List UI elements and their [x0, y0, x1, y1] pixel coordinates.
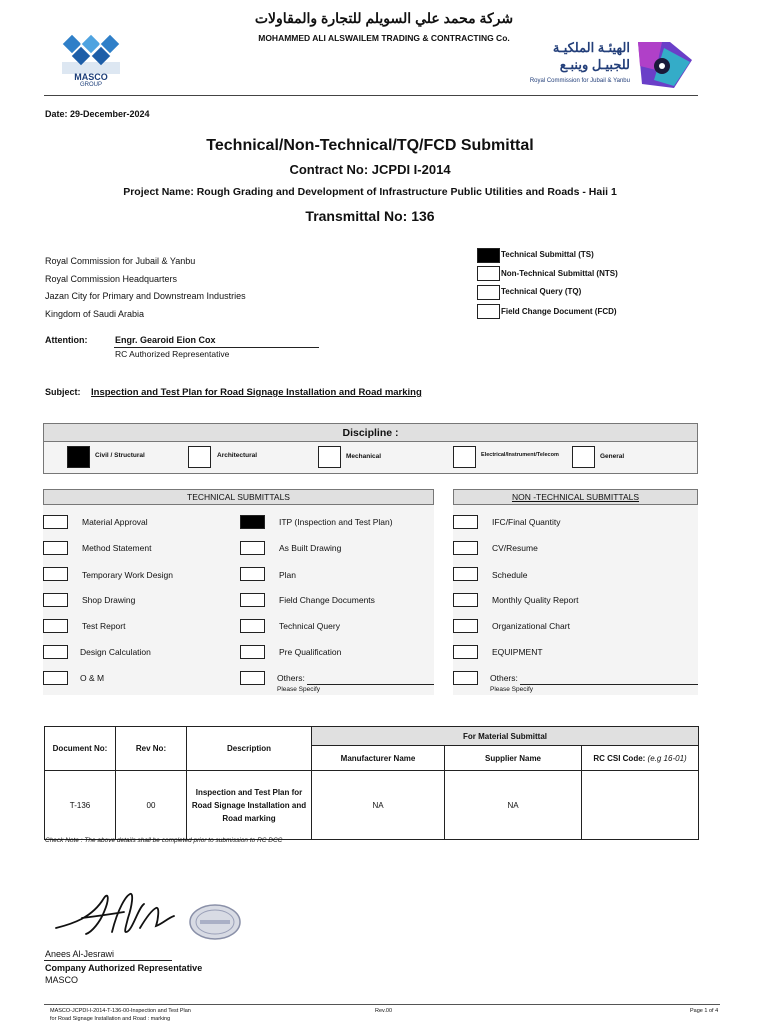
- label-method-statement: Method Statement: [82, 543, 152, 553]
- label-material-approval: Material Approval: [82, 517, 148, 527]
- rc-csi-code-label: RC CSI Code:: [593, 753, 648, 763]
- header-manufacturer-name: Manufacturer Name: [312, 746, 445, 771]
- transmittal-number: Transmittal No: 136: [305, 208, 435, 224]
- checkbox-schedule[interactable]: [453, 567, 478, 581]
- label-schedule: Schedule: [492, 570, 528, 580]
- rc-logo: [496, 40, 696, 92]
- checkbox-organizational-chart[interactable]: [453, 619, 478, 633]
- checkbox-mechanical[interactable]: [318, 446, 341, 468]
- checkbox-pre-qualification[interactable]: [240, 645, 265, 659]
- checkbox-o-and-m[interactable]: [43, 671, 68, 685]
- rc-logo-english: Royal Commission for Jubail & Yanbu: [529, 78, 630, 84]
- checkbox-technical-others[interactable]: [240, 671, 265, 685]
- checkbox-temporary-work-design[interactable]: [43, 567, 68, 581]
- subject-value: Inspection and Test Plan for Road Signage Installation and Road marking: [91, 387, 422, 398]
- header-description: Description: [187, 727, 312, 771]
- checkbox-equipment[interactable]: [453, 645, 478, 659]
- header-divider: [44, 95, 698, 96]
- date: Date: 29-December-2024: [45, 109, 150, 119]
- signatory-company: MASCO: [45, 975, 79, 985]
- checkbox-general[interactable]: [572, 446, 595, 468]
- label-field-change-document: Field Change Document (FCD): [501, 307, 617, 316]
- check-note: Check Note : The above details shall be completed prior to submission to RC DCC: [45, 837, 283, 844]
- address-block: [45, 253, 246, 323]
- attention-name: Engr. Gearoid Eion Cox: [115, 335, 216, 345]
- checkbox-ifc-final-quantity[interactable]: [453, 515, 478, 529]
- rc-csi-code-example: (e.g 16-01): [647, 753, 687, 763]
- checkbox-shop-drawing[interactable]: [43, 593, 68, 607]
- checkbox-technical-query-item[interactable]: [240, 619, 265, 633]
- cell-csi-code: [582, 771, 699, 840]
- signatory-name: Anees Al-Jesrawi: [45, 949, 115, 959]
- label-technical-others: Others:: [277, 673, 305, 683]
- signature-line: [44, 960, 172, 961]
- label-itp: ITP (Inspection and Test Plan): [279, 517, 393, 527]
- checkbox-electrical-instrument-telecom[interactable]: [453, 446, 476, 468]
- header-rc-csi-code: [582, 746, 699, 771]
- masco-logo-subtext: GROUP: [79, 82, 102, 88]
- cell-supplier: NA: [445, 771, 582, 840]
- label-shop-drawing: Shop Drawing: [82, 595, 136, 605]
- header-document-no: Document No:: [45, 727, 116, 771]
- checkbox-non-technical-others[interactable]: [453, 671, 478, 685]
- checkbox-monthly-quality-report[interactable]: [453, 593, 478, 607]
- checkbox-technical-query[interactable]: [477, 285, 500, 300]
- masco-logo-text: MASCO: [74, 72, 108, 82]
- checkbox-as-built-drawing[interactable]: [240, 541, 265, 555]
- cell-manufacturer: NA: [312, 771, 445, 840]
- company-stamp-icon: [188, 902, 242, 942]
- page-title: Technical/Non-Technical/TQ/FCD Submittal: [206, 137, 534, 154]
- attention-label: Attention:: [45, 335, 88, 345]
- address-line: Royal Commission for Jubail & Yanbu: [45, 256, 196, 266]
- label-technical-submittal: Technical Submittal (TS): [501, 250, 594, 259]
- label-organizational-chart: Organizational Chart: [492, 621, 570, 631]
- label-test-report: Test Report: [82, 621, 126, 631]
- non-technical-submittals-header: [453, 489, 698, 505]
- address-line: Kingdom of Saudi Arabia: [45, 308, 145, 319]
- label-o-and-m: O & M: [80, 673, 105, 683]
- non-technical-submittals-title: NON -TECHNICAL SUBMITTALS: [511, 492, 640, 502]
- footer-file-line-1: MASCO-JCPDI-I-2014-T-136-00-Inspection and Test Plan: [50, 1008, 191, 1014]
- project-name: Project Name: Rough Grading and Development of Infrastructure Public Utilities and Roads - Haii 1: [123, 186, 617, 198]
- checkbox-non-technical-submittal[interactable]: [477, 266, 500, 281]
- technical-others-line[interactable]: [307, 684, 434, 685]
- checkbox-cv-resume[interactable]: [453, 541, 478, 555]
- cell-rev-no: 00: [116, 771, 187, 840]
- table-row: [45, 771, 699, 840]
- signatory-title: Company Authorized Representative: [45, 963, 203, 973]
- subject-label: Subject:: [45, 387, 81, 397]
- masco-logo: [58, 32, 124, 90]
- attention-role: RC Authorized Representative: [115, 349, 230, 359]
- footer-divider: [44, 1004, 720, 1005]
- attention-underline: [114, 347, 319, 348]
- technical-submittals-title: TECHNICAL SUBMITTALS: [187, 492, 290, 502]
- label-field-change-documents: Field Change Documents: [279, 595, 375, 605]
- header-supplier-name: Supplier Name: [445, 746, 582, 771]
- checkbox-civil-structural[interactable]: [67, 446, 90, 468]
- checkbox-method-statement[interactable]: [43, 541, 68, 555]
- signature-image: [52, 888, 182, 944]
- checkbox-itp[interactable]: [240, 515, 265, 529]
- label-technical-query-item: Technical Query: [279, 621, 340, 631]
- company-name-arabic: شركة محمد علي السويلم للتجارة والمقاولات: [254, 10, 514, 26]
- label-non-technical-submittal: Non-Technical Submittal (NTS): [501, 269, 618, 278]
- address-line: Royal Commission Headquarters: [45, 273, 178, 284]
- checkbox-field-change-document[interactable]: [477, 304, 500, 319]
- company-name-english: MOHAMMED ALI ALSWAILEM TRADING & CONTRACTING Co.: [258, 33, 510, 43]
- label-technical-query: Technical Query (TQ): [501, 287, 582, 296]
- label-as-built-drawing: As Built Drawing: [279, 543, 342, 553]
- header-for-material-submittal: For Material Submittal: [312, 727, 699, 746]
- non-technical-please-specify: Please Specify: [490, 686, 533, 693]
- label-cv-resume: CV/Resume: [492, 543, 538, 553]
- label-civil-structural: Civil / Structural: [95, 452, 145, 459]
- label-mechanical: Mechanical: [346, 453, 382, 460]
- rc-emblem-icon: [634, 40, 694, 90]
- label-ifc-final-quantity: IFC/Final Quantity: [492, 517, 561, 527]
- checkbox-test-report[interactable]: [43, 619, 68, 633]
- document-table: [44, 726, 699, 840]
- technical-submittals-header: [43, 489, 434, 505]
- technical-please-specify: Please Specify: [277, 686, 320, 693]
- address-line: Jazan City for Primary and Downstream Industries: [45, 291, 246, 301]
- cell-description: Inspection and Test Plan for Road Signage Installation and Road marking: [187, 771, 312, 840]
- checkbox-technical-submittal[interactable]: [477, 248, 500, 263]
- checkbox-field-change-documents[interactable]: [240, 593, 265, 607]
- label-pre-qualification: Pre Qualification: [279, 647, 342, 657]
- masco-diamonds-icon: [58, 32, 124, 74]
- discipline-header: [43, 423, 698, 442]
- label-general: General: [600, 453, 625, 460]
- footer-page-number: Page 1 of 4: [690, 1008, 719, 1014]
- label-architectural: Architectural: [217, 452, 258, 459]
- checkbox-design-calculation[interactable]: [43, 645, 68, 659]
- rc-logo-arabic-2: للجبيـل وينبـع: [559, 57, 630, 72]
- non-technical-section: [453, 489, 698, 695]
- rc-logo-arabic-1: الهيئـة الملكيـة: [552, 40, 630, 55]
- header-rev-no: Rev No:: [116, 727, 187, 771]
- label-plan: Plan: [279, 570, 297, 580]
- checkbox-architectural[interactable]: [188, 446, 211, 468]
- label-monthly-quality-report: Monthly Quality Report: [492, 595, 579, 605]
- non-technical-others-line[interactable]: [520, 684, 698, 685]
- checkbox-material-approval[interactable]: [43, 515, 68, 529]
- footer-file-line-2: for Road Signage Installation and Road : marking: [50, 1016, 171, 1022]
- label-non-technical-others: Others:: [490, 673, 518, 683]
- label-design-calculation: Design Calculation: [80, 647, 151, 657]
- discipline-title: Discipline :: [342, 427, 399, 439]
- label-equipment: EQUIPMENT: [492, 647, 543, 657]
- footer-revision: Rev.00: [375, 1008, 393, 1014]
- contract-number: Contract No: JCPDI I-2014: [289, 162, 451, 177]
- label-electrical-instrument-telecom: Electrical/Instrument/Telecom: [481, 452, 559, 458]
- label-temporary-work-design: Temporary Work Design: [82, 570, 174, 580]
- cell-document-no: T-136: [45, 771, 116, 840]
- table-header-row: [45, 727, 699, 746]
- checkbox-plan[interactable]: [240, 567, 265, 581]
